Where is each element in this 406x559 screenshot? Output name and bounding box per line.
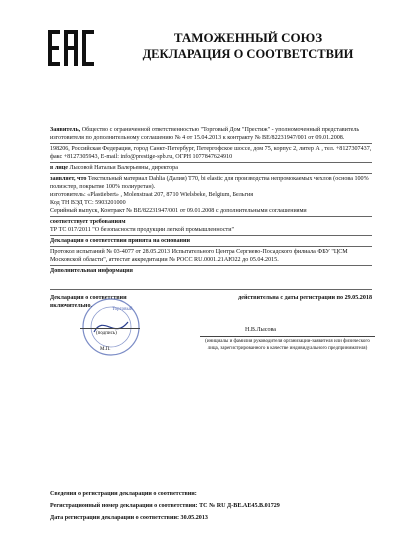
series-text: Серийный выпуск, Контракт № BE/82231947/001 от 09.01.2008 с дополнительными соглашениями (50, 208, 307, 214)
basis-label-text: Декларация о соответствии принята на основании (50, 238, 191, 244)
registration-info (50, 490, 372, 526)
registration-number: Регистрационный номер декларации о соответствии: ТС № RU Д-BE.АЕ45.В.01729 (50, 503, 280, 509)
divider (50, 162, 372, 163)
validity-left: Декларация о соответствии включительно. (50, 295, 127, 309)
declaration-body (50, 126, 372, 372)
document-title (98, 30, 398, 62)
signatory-caption: (инициалы и фамилия руководителя организации-заявителя или физического лица, зарегистрированного в качестве индивидуального предпринимателя) (205, 339, 370, 351)
manufacturer-text: изготовитель: «Plastiebert» , Molenstraat 207, 8710 Wielsbeke, Belgium, Бельгия (50, 192, 254, 198)
divider (50, 246, 372, 247)
requirements-label (50, 218, 372, 226)
applicant-text: Общество с ограниченной ответственностью "Торговый Дом "Престиж" - уполномоченный представитель изготовителя по дополнительному соглашению № 4 от 15.04.2013 к контракту № BE/82231947/001 от 09.01.2008. (50, 127, 360, 141)
declares-text: Текстильный материал Dahlia (Далия) T70, bi elastic для производства непромокаемых чехлов (основа 100% полиэстер, покрытие 100% полиуретан). (50, 176, 369, 190)
signature-caption: (подпись) (96, 331, 117, 336)
requirements-label-text: соответствует требованиям (50, 219, 126, 225)
director-paragraph (50, 164, 372, 172)
signatory-name: Н.В.Лысова (245, 327, 276, 333)
additional-label (50, 267, 372, 275)
stamp-text: Торговый (112, 307, 133, 312)
basis-label (50, 237, 372, 245)
basis-text: Протокол испытаний № 03-4077 от 28.05.2013 Испытательного Центра Сергиево-Посадского филиала ФБУ "ЦСМ Московской области", аттестат аккредитации № РОСС RU.0001.21АЮ22 до 05.04.2015. (50, 249, 348, 263)
signatory-line (200, 336, 375, 337)
declares-paragraph (50, 175, 372, 191)
applicant-address: 198206, Российская Федерация, город Санкт-Петербург, Петергофское шоссе, дом 75, корпус 2, литер А , тел. +8127307437, факс +8127305943, E-mail: info@prestige-spb.ru, ОГРН 1077847624910 (50, 146, 372, 160)
applicant-label: Заявитель, (50, 127, 81, 133)
validity-right: действительна с даты регистрации по 29.05.2018 (238, 295, 372, 301)
divider (50, 216, 372, 217)
applicant-paragraph (50, 126, 372, 142)
divider (50, 289, 372, 290)
registration-heading: Сведения о регистрации декларации о соответствии: (50, 491, 197, 497)
declares-label: заявляет, что (50, 176, 87, 182)
requirements-text: ТР ТС 017/2011 "О безопасности продукции легкой промышленности" (50, 227, 234, 233)
seal-mark: М.П. (100, 347, 111, 352)
divider (50, 265, 372, 266)
eac-logo-icon (48, 28, 94, 68)
signature-line (80, 328, 140, 329)
registration-date: Дата регистрации декларации о соответствии: 30.05.2013 (50, 515, 208, 521)
additional-label-text: Дополнительная информация (50, 268, 133, 274)
stamp-icon (80, 296, 142, 358)
title-line-1: ТАМОЖЕННЫЙ СОЮЗ (173, 30, 323, 45)
director-text: Лысовой Натальи Валерьевны, директора (67, 165, 178, 171)
divider (50, 235, 372, 236)
director-label: в лице (50, 165, 68, 171)
hs-code-text: Код ТН ВЭД ТС: 5903201000 (50, 200, 126, 206)
document-header (20, 22, 390, 82)
divider (50, 143, 372, 144)
signature-area (50, 294, 372, 372)
title-line-2: ДЕКЛАРАЦИЯ О СООТВЕТСТВИИ (142, 47, 354, 61)
divider (50, 173, 372, 174)
